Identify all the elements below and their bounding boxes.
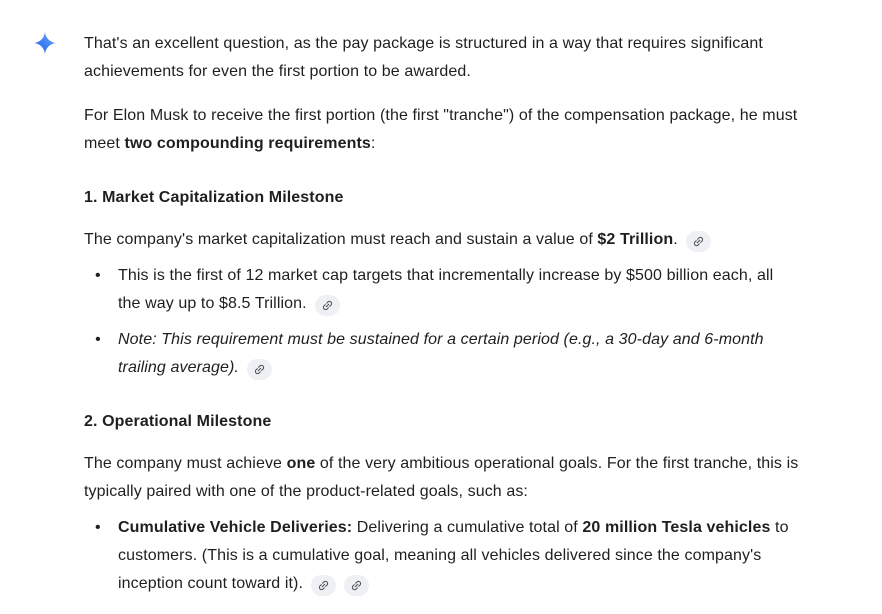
link-icon (689, 232, 707, 250)
bold-text: one (286, 455, 316, 472)
paragraph-intro: That's an excellent question, as the pay package is structured in a way that requires significant achievements for even the first portion to be awarded. (84, 35, 763, 80)
list-item (118, 262, 800, 318)
paragraph-market-cap (84, 226, 800, 254)
text-segment: of the very ambitious operational goals. For the first tranche, this is typically paired with one of the product-related goals, such as: (84, 455, 799, 500)
text-segment: . (673, 231, 678, 248)
text-segment: The company must achieve (84, 455, 287, 472)
bold-text: Cumulative Vehicle Deliveries: (118, 519, 353, 536)
link-icon (347, 576, 365, 594)
citation-link-button[interactable] (311, 575, 336, 596)
list-item-note (118, 326, 800, 382)
message-content (84, 30, 800, 614)
text-segment: Note: This requirement must be sustained for a certain period (e.g., a 30-day and 6-month trailing average). (118, 331, 764, 376)
section-heading-market-cap: 1. Market Capitalization Milestone (84, 189, 344, 206)
citation-link-button[interactable] (315, 295, 340, 316)
text-segment: to customers. (This is a cumulative goal, meaning all vehicles delivered since the company's inception count toward it). (118, 519, 789, 592)
gemini-sparkle-icon (33, 31, 57, 55)
bold-text: two compounding requirements (124, 135, 371, 152)
link-icon (314, 576, 332, 594)
citation-link-button[interactable] (344, 575, 369, 596)
paragraph-requirements (84, 102, 800, 158)
link-icon (250, 360, 268, 378)
bold-text: $2 Trillion (597, 231, 674, 248)
bold-text: 20 million Tesla vehicles (582, 519, 771, 536)
citation-link-button[interactable] (247, 359, 272, 380)
text-segment: Delivering a cumulative total of (352, 519, 583, 536)
market-cap-bullet-list (84, 262, 800, 382)
text-segment: For Elon Musk to receive the first portion (the first "tranche") of the compensation package, he must meet (84, 107, 798, 152)
text-segment: The company's market capitalization must reach and sustain a value of (84, 231, 598, 248)
text-segment: : (370, 135, 376, 152)
citation-link-button[interactable] (686, 231, 711, 252)
text-segment: This is the first of 12 market cap targets that incrementally increase by $500 billion each, all the way up to $8.5 Trillion. (118, 267, 774, 312)
link-icon (318, 296, 336, 314)
paragraph-operational (84, 450, 800, 506)
operational-bullet-list (84, 514, 800, 598)
section-heading-operational: 2. Operational Milestone (84, 413, 272, 430)
list-item-deliveries (118, 514, 800, 598)
